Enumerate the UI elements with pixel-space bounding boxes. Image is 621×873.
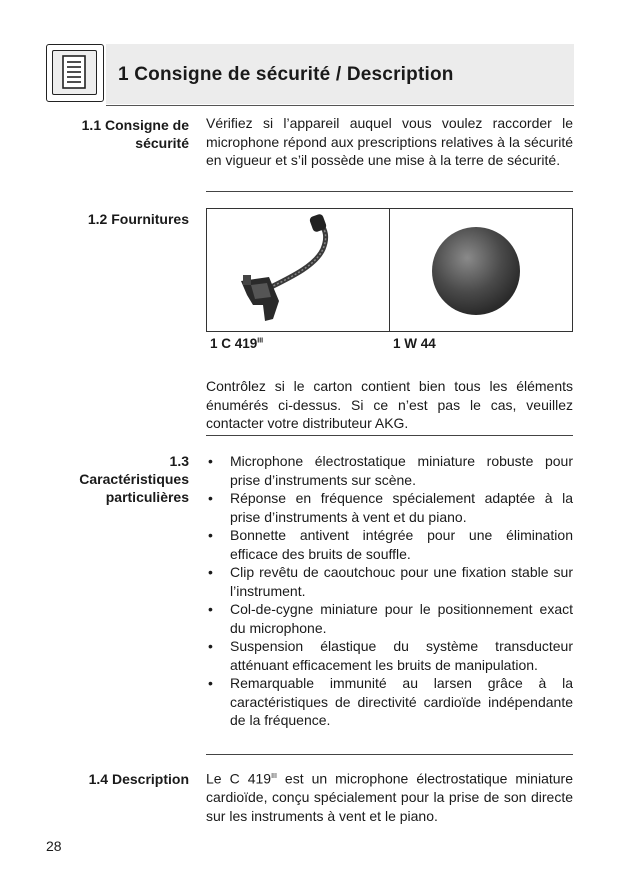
w44-windscreen-image — [389, 208, 573, 332]
chapter-header — [46, 44, 574, 104]
divider — [206, 191, 573, 192]
document-icon-frame — [46, 44, 104, 102]
section-1-2-label: 1.2 Fournitures — [87, 211, 189, 227]
section-1-1-label: 1.1 Consigne de sécurité — [81, 117, 189, 151]
list-item: • Suspension élastique du système transducteur atténuant efficacement les bruits de manipulation. — [206, 637, 573, 674]
list-item: • Bonnette antivent intégrée pour une élimination efficace des bruits de souffle. — [206, 526, 573, 563]
document-icon — [52, 50, 97, 95]
page-number: 28 — [46, 838, 62, 854]
list-item: • Microphone électrostatique miniature robuste pour prise d’instruments sur scène. — [206, 452, 573, 489]
section-1-4-label: 1.4 Description — [88, 771, 189, 787]
c419-microphone-image — [206, 208, 391, 332]
c419-caption: 1 C $419^{III}$ — [210, 336, 264, 351]
section-1-1-text: Vérifiez si l’appareil auquel vous voulez raccorder le microphone répond aux prescriptions relatives à la sécurité en vigueur et s’il possède une mise à la terre de sécurité. — [206, 115, 573, 168]
list-item: • Réponse en fréquence spécialement adaptée à la prise d’instruments à vent et du piano. — [206, 489, 573, 526]
section-1-2-text: Contrôlez si le carton contient bien tous les éléments énumérés ci-dessus. Si ce n’est pas le cas, veuillez contacter votre distributeur AKG. — [206, 378, 573, 431]
section-1-4-text: Le C $419^{III}$ est un microphone électrostatique miniature cardioïde, conçu spécialement pour la prise de son directe sur les instruments à vent et le piano. — [206, 770, 573, 824]
divider — [206, 435, 573, 436]
page-title: 1 Consigne de sécurité / Description — [118, 64, 454, 85]
supplied-items-photos — [206, 208, 573, 334]
w44-caption: 1 W 44 — [393, 336, 436, 351]
section-1-3-label: 1.3 Caractéristiques particulières — [79, 453, 189, 505]
header-divider — [106, 105, 574, 106]
list-item: • Remarquable immunité au larsen grâce à la caractéristiques de directivité cardioïde indépendante de la fréquence. — [206, 674, 573, 730]
divider — [206, 754, 573, 755]
list-item: • Col-de-cygne miniature pour le positionnement exact du microphone. — [206, 600, 573, 637]
features-list — [206, 452, 573, 730]
list-item: • Clip revêtu de caoutchouc pour une fixation stable sur l’instrument. — [206, 563, 573, 600]
